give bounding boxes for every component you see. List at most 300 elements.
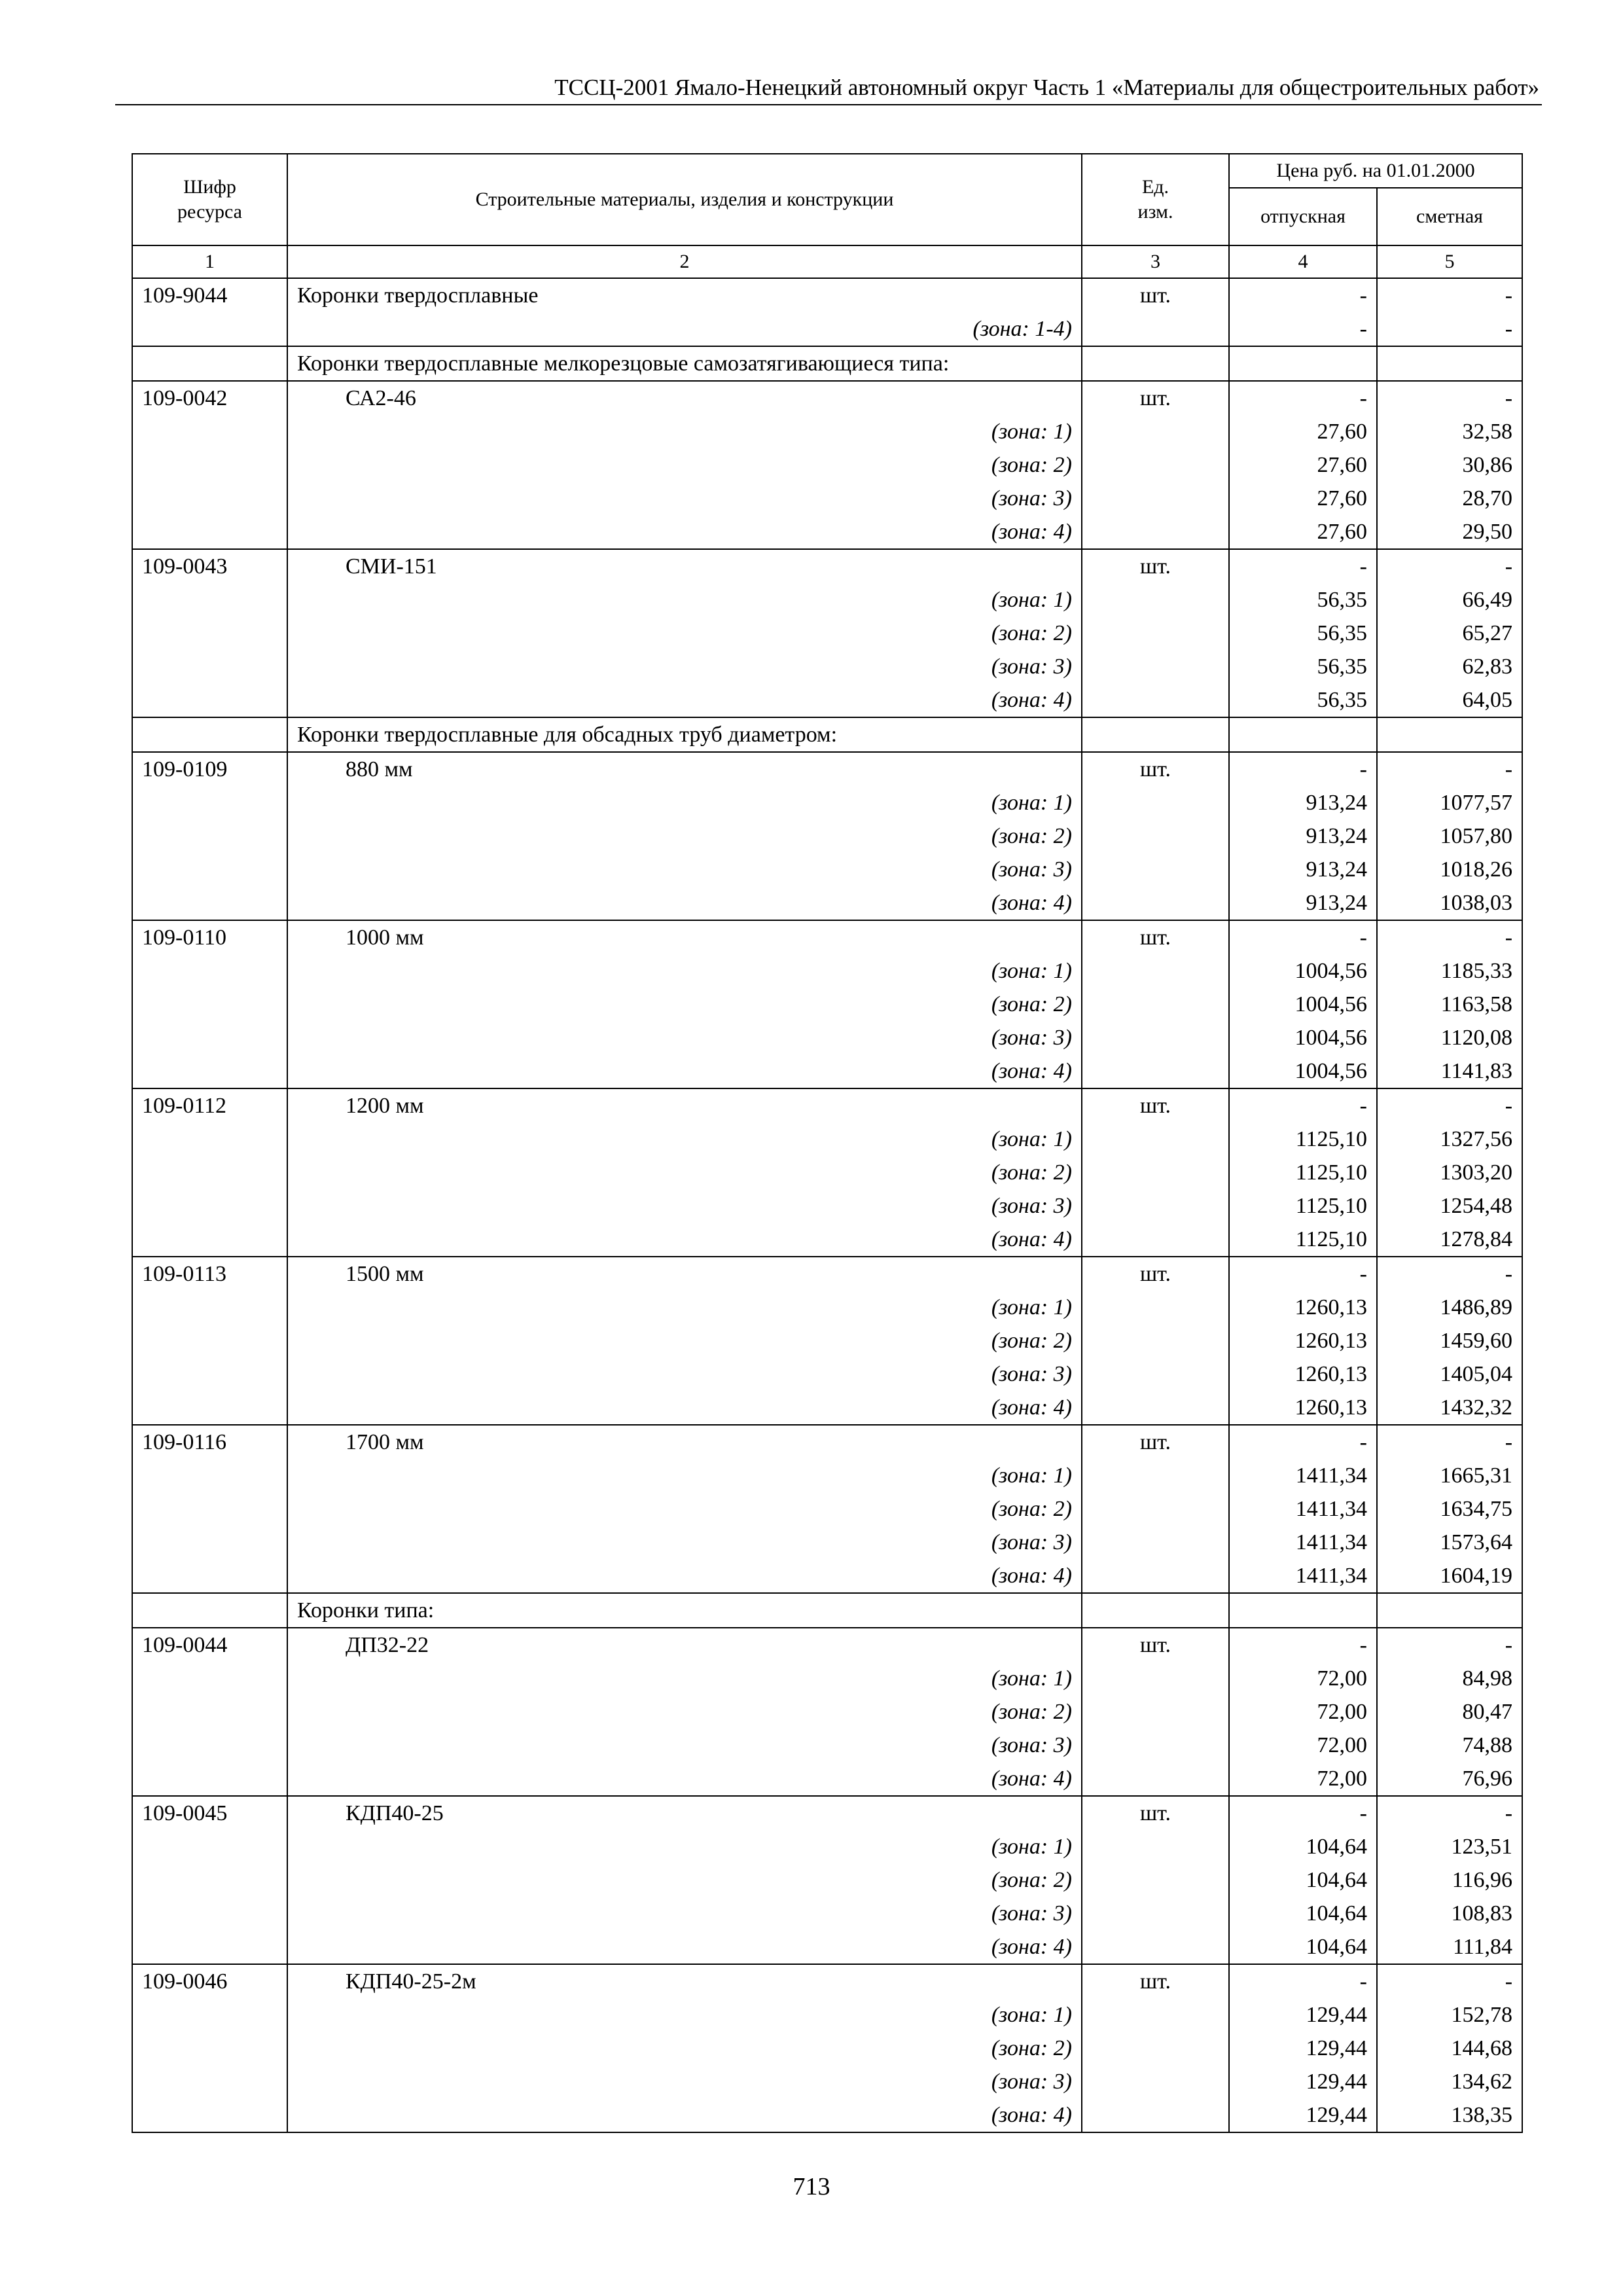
zone-label: (зона: 4)	[287, 1762, 1082, 1796]
unit-cell	[1082, 1324, 1229, 1357]
estimate-price: -	[1377, 1257, 1522, 1291]
code-cell	[132, 1729, 287, 1762]
zone-estimate-price: 1018,26	[1377, 853, 1522, 886]
zone-estimate-price: 1141,83	[1377, 1054, 1522, 1088]
resource-code: 109-0045	[132, 1796, 287, 1830]
zone-label: (зона: 4)	[287, 886, 1082, 920]
code-cell	[132, 786, 287, 819]
code-cell	[132, 1930, 287, 1964]
col-number-2: 2	[287, 245, 1082, 278]
zone-estimate-price: 1120,08	[1377, 1021, 1522, 1054]
unit-cell	[1082, 1998, 1229, 2032]
zone-row	[132, 988, 1522, 1021]
zone-release-price: 72,00	[1229, 1695, 1377, 1729]
code-cell	[132, 988, 287, 1021]
unit-cell	[1082, 2032, 1229, 2065]
zone-estimate-price: 1057,80	[1377, 819, 1522, 853]
resource-name: КДП40-25-2м	[287, 1964, 1082, 1998]
unit-cell	[1082, 1559, 1229, 1593]
estimate-price-cell	[1377, 1593, 1522, 1628]
zone-label: (зона: 3)	[287, 2065, 1082, 2098]
resource-code: 109-0042	[132, 381, 287, 415]
zone-release-price: 129,44	[1229, 2065, 1377, 2098]
zone-release-price: 56,35	[1229, 683, 1377, 717]
zone-estimate-price: 1327,56	[1377, 1122, 1522, 1156]
unit-cell	[1082, 819, 1229, 853]
unit-cell	[1082, 853, 1229, 886]
zone-row	[132, 617, 1522, 650]
unit-cell	[1082, 1830, 1229, 1863]
zone-row	[132, 1930, 1522, 1964]
resource-name: 1000 мм	[287, 920, 1082, 954]
zone-release-price: 1004,56	[1229, 1021, 1377, 1054]
estimate-price: -	[1377, 1088, 1522, 1122]
zone-release-price: 129,44	[1229, 1998, 1377, 2032]
resource-name: СА2-46	[287, 381, 1082, 415]
zone-estimate-price: 1634,75	[1377, 1492, 1522, 1526]
zone-estimate-price: 76,96	[1377, 1762, 1522, 1796]
zone-label: (зона: 2)	[287, 617, 1082, 650]
unit-cell	[1082, 1021, 1229, 1054]
resource-name: 1700 мм	[287, 1425, 1082, 1459]
zone-release-price: 129,44	[1229, 2098, 1377, 2132]
zone-label: (зона: 2)	[287, 819, 1082, 853]
zone-release-price: 913,24	[1229, 819, 1377, 853]
col-header-estimate: сметная	[1377, 188, 1522, 245]
code-cell	[132, 1291, 287, 1324]
release-price: -	[1229, 1257, 1377, 1291]
zone-release-price: 104,64	[1229, 1897, 1377, 1930]
zone-row	[132, 1863, 1522, 1897]
zone-label: (зона: 1)	[287, 1830, 1082, 1863]
zone-row	[132, 1291, 1522, 1324]
zone-label: (зона: 2)	[287, 1863, 1082, 1897]
zone-row	[132, 1122, 1522, 1156]
resource-code: 109-9044	[132, 278, 287, 312]
zone-row	[132, 415, 1522, 448]
zone-row	[132, 1156, 1522, 1189]
zone-release-price: 27,60	[1229, 415, 1377, 448]
zone-estimate-price: 134,62	[1377, 2065, 1522, 2098]
zone-row	[132, 515, 1522, 549]
estimate-price: -	[1377, 278, 1522, 312]
code-cell	[132, 1526, 287, 1559]
resource-row	[132, 1088, 1522, 1122]
zone-label: (зона: 1)	[287, 954, 1082, 988]
estimate-price-cell	[1377, 346, 1522, 381]
zone-label: (зона: 1)	[287, 415, 1082, 448]
section-heading: Коронки твердосплавные мелкорезцовые самозатягивающиеся типа:	[287, 346, 1082, 381]
unit-cell	[1082, 717, 1229, 752]
zone-label: (зона: 3)	[287, 482, 1082, 515]
zone-label: (зона: 2)	[287, 1695, 1082, 1729]
unit-cell	[1082, 1223, 1229, 1257]
unit-cell	[1082, 1762, 1229, 1796]
zone-estimate-price: 1665,31	[1377, 1459, 1522, 1492]
col-header-price-group: Цена руб. на 01.01.2000	[1229, 154, 1522, 188]
unit-of-measure: шт.	[1082, 381, 1229, 415]
zone-label: (зона: 2)	[287, 2032, 1082, 2065]
code-cell	[132, 1863, 287, 1897]
zone-estimate-price: 29,50	[1377, 515, 1522, 549]
unit-cell	[1082, 1122, 1229, 1156]
zone-estimate-price: 1573,64	[1377, 1526, 1522, 1559]
estimate-price: -	[1377, 920, 1522, 954]
zone-estimate-price: 108,83	[1377, 1897, 1522, 1930]
code-cell	[132, 1662, 287, 1695]
unit-cell	[1082, 1492, 1229, 1526]
zone-label: (зона: 4)	[287, 683, 1082, 717]
zone-row	[132, 2098, 1522, 2132]
zone-row	[132, 1054, 1522, 1088]
zone-row	[132, 786, 1522, 819]
zone-estimate-price: 32,58	[1377, 415, 1522, 448]
code-cell	[132, 954, 287, 988]
resource-row	[132, 381, 1522, 415]
zone-estimate-price: 62,83	[1377, 650, 1522, 683]
code-cell	[132, 583, 287, 617]
estimate-price: -	[1377, 1628, 1522, 1662]
zone-release-price: 1411,34	[1229, 1559, 1377, 1593]
resource-name: СМИ-151	[287, 549, 1082, 583]
code-cell	[132, 1593, 287, 1628]
code-cell	[132, 515, 287, 549]
estimate-price: -	[1377, 549, 1522, 583]
code-cell	[132, 1324, 287, 1357]
zone-estimate-price: 1185,33	[1377, 954, 1522, 988]
zone-row	[132, 1391, 1522, 1425]
zone-estimate-price: 1405,04	[1377, 1357, 1522, 1391]
zone-estimate-price: 116,96	[1377, 1863, 1522, 1897]
zone-row	[132, 482, 1522, 515]
zone-release-price: 27,60	[1229, 448, 1377, 482]
estimate-price: -	[1377, 1425, 1522, 1459]
zone-estimate-price: 1278,84	[1377, 1223, 1522, 1257]
zone-release-price: 1125,10	[1229, 1223, 1377, 1257]
zone-row	[132, 1729, 1522, 1762]
code-cell	[132, 312, 287, 346]
col-header-name: Строительные материалы, изделия и конструкции	[287, 154, 1082, 245]
zone-release-price: 56,35	[1229, 583, 1377, 617]
code-cell	[132, 2065, 287, 2098]
zone-label: (зона: 1)	[287, 1998, 1082, 2032]
section-heading-row	[132, 1593, 1522, 1628]
estimate-price: -	[1377, 1964, 1522, 1998]
zone-label: (зона: 3)	[287, 853, 1082, 886]
zone-row	[132, 1459, 1522, 1492]
col-number-5: 5	[1377, 245, 1522, 278]
resource-code: 109-0110	[132, 920, 287, 954]
unit-of-measure: шт.	[1082, 1257, 1229, 1291]
unit-of-measure: шт.	[1082, 1088, 1229, 1122]
zone-estimate-price: 123,51	[1377, 1830, 1522, 1863]
zone-row	[132, 2032, 1522, 2065]
code-cell	[132, 1459, 287, 1492]
resource-row	[132, 549, 1522, 583]
zone-estimate-price: 28,70	[1377, 482, 1522, 515]
zone-estimate-price: 1163,58	[1377, 988, 1522, 1021]
zone-label: (зона: 2)	[287, 1492, 1082, 1526]
code-cell	[132, 2032, 287, 2065]
release-price: -	[1229, 278, 1377, 312]
zone-release-price: 1260,13	[1229, 1324, 1377, 1357]
release-price-cell	[1229, 346, 1377, 381]
resource-code: 109-0044	[132, 1628, 287, 1662]
code-cell	[132, 650, 287, 683]
unit-cell	[1082, 346, 1229, 381]
zone-release-price: 72,00	[1229, 1729, 1377, 1762]
zone-release-price: 27,60	[1229, 482, 1377, 515]
zone-label: (зона: 4)	[287, 1559, 1082, 1593]
resource-code: 109-0043	[132, 549, 287, 583]
code-cell	[132, 1391, 287, 1425]
zone-label: (зона: 4)	[287, 1391, 1082, 1425]
unit-cell	[1082, 583, 1229, 617]
header-rule	[115, 104, 1542, 105]
unit-of-measure: шт.	[1082, 549, 1229, 583]
code-cell	[132, 1492, 287, 1526]
zone-release-price: 1260,13	[1229, 1391, 1377, 1425]
unit-cell	[1082, 1156, 1229, 1189]
release-price: -	[1229, 381, 1377, 415]
zone-row	[132, 1324, 1522, 1357]
zone-estimate-price: 1432,32	[1377, 1391, 1522, 1425]
code-cell	[132, 415, 287, 448]
unit-of-measure: шт.	[1082, 1425, 1229, 1459]
release-price: -	[1229, 920, 1377, 954]
unit-cell	[1082, 1695, 1229, 1729]
resource-name: КДП40-25	[287, 1796, 1082, 1830]
unit-of-measure: шт.	[1082, 1628, 1229, 1662]
unit-cell	[1082, 1526, 1229, 1559]
unit-cell	[1082, 988, 1229, 1021]
unit-cell	[1082, 1863, 1229, 1897]
zone-release-price: 72,00	[1229, 1762, 1377, 1796]
zone-release-price: 129,44	[1229, 2032, 1377, 2065]
zone-release-price: 1004,56	[1229, 1054, 1377, 1088]
unit-cell	[1082, 886, 1229, 920]
unit-cell	[1082, 617, 1229, 650]
zone-estimate-price: -	[1377, 312, 1522, 346]
zone-label: (зона: 3)	[287, 650, 1082, 683]
table-body	[132, 278, 1522, 2132]
resource-name: 1500 мм	[287, 1257, 1082, 1291]
zone-row	[132, 1830, 1522, 1863]
zone-row	[132, 683, 1522, 717]
unit-of-measure: шт.	[1082, 920, 1229, 954]
zone-estimate-price: 64,05	[1377, 683, 1522, 717]
code-cell	[132, 346, 287, 381]
zone-estimate-price: 84,98	[1377, 1662, 1522, 1695]
zone-estimate-price: 66,49	[1377, 583, 1522, 617]
zone-label: (зона: 1)	[287, 1122, 1082, 1156]
col-number-1: 1	[132, 245, 287, 278]
code-cell	[132, 2098, 287, 2132]
zone-estimate-price: 1038,03	[1377, 886, 1522, 920]
unit-cell	[1082, 786, 1229, 819]
code-cell	[132, 1762, 287, 1796]
resource-code: 109-0116	[132, 1425, 287, 1459]
zone-label: (зона: 3)	[287, 1729, 1082, 1762]
code-cell	[132, 1223, 287, 1257]
unit-cell	[1082, 1054, 1229, 1088]
zone-label: (зона: 1)	[287, 583, 1082, 617]
unit-cell	[1082, 1189, 1229, 1223]
zone-release-price: 1260,13	[1229, 1357, 1377, 1391]
code-cell	[132, 886, 287, 920]
resource-code: 109-0046	[132, 1964, 287, 1998]
unit-cell	[1082, 2098, 1229, 2132]
unit-cell	[1082, 1291, 1229, 1324]
release-price: -	[1229, 1088, 1377, 1122]
code-cell	[132, 1559, 287, 1593]
unit-cell	[1082, 1729, 1229, 1762]
zone-row	[132, 1526, 1522, 1559]
zone-row	[132, 583, 1522, 617]
code-cell	[132, 1189, 287, 1223]
code-cell	[132, 819, 287, 853]
unit-cell	[1082, 482, 1229, 515]
price-table	[132, 153, 1523, 2133]
zone-row	[132, 954, 1522, 988]
zone-release-price: 913,24	[1229, 853, 1377, 886]
zone-release-price: 1411,34	[1229, 1492, 1377, 1526]
zone-release-price: 104,64	[1229, 1863, 1377, 1897]
col-header-release: отпускная	[1229, 188, 1377, 245]
code-cell	[132, 1021, 287, 1054]
zone-release-price: 913,24	[1229, 786, 1377, 819]
zone-row	[132, 1695, 1522, 1729]
section-heading-row	[132, 717, 1522, 752]
zone-label: (зона: 2)	[287, 1156, 1082, 1189]
zone-release-price: 913,24	[1229, 886, 1377, 920]
zone-estimate-price: 1254,48	[1377, 1189, 1522, 1223]
code-cell	[132, 448, 287, 482]
resource-code: 109-0109	[132, 752, 287, 786]
unit-of-measure: шт.	[1082, 1796, 1229, 1830]
code-cell	[132, 1998, 287, 2032]
estimate-price: -	[1377, 752, 1522, 786]
unit-cell	[1082, 1459, 1229, 1492]
resource-code: 109-0113	[132, 1257, 287, 1291]
zone-label: (зона: 3)	[287, 1526, 1082, 1559]
code-cell	[132, 1122, 287, 1156]
unit-cell	[1082, 683, 1229, 717]
release-price: -	[1229, 549, 1377, 583]
code-cell	[132, 482, 287, 515]
zone-release-price: 1004,56	[1229, 954, 1377, 988]
resource-name: Коронки твердосплавные	[287, 278, 1082, 312]
resource-name: ДП32-22	[287, 1628, 1082, 1662]
zone-label: (зона: 1)	[287, 786, 1082, 819]
release-price: -	[1229, 1964, 1377, 1998]
resource-row	[132, 1425, 1522, 1459]
code-cell	[132, 853, 287, 886]
zone-estimate-price: 1459,60	[1377, 1324, 1522, 1357]
zone-label: (зона: 3)	[287, 1357, 1082, 1391]
zone-release-price: 104,64	[1229, 1930, 1377, 1964]
zone-row	[132, 2065, 1522, 2098]
resource-row	[132, 1796, 1522, 1830]
zone-row	[132, 1897, 1522, 1930]
release-price: -	[1229, 1796, 1377, 1830]
code-cell	[132, 1695, 287, 1729]
unit-cell	[1082, 650, 1229, 683]
code-cell	[132, 683, 287, 717]
zone-estimate-price: 1077,57	[1377, 786, 1522, 819]
unit-cell	[1082, 1357, 1229, 1391]
zone-release-price: 27,60	[1229, 515, 1377, 549]
release-price: -	[1229, 752, 1377, 786]
zone-row	[132, 819, 1522, 853]
release-price-cell	[1229, 717, 1377, 752]
col-header-code: Шифр ресурса	[132, 154, 287, 245]
code-cell	[132, 1357, 287, 1391]
col-header-unit: Ед. изм.	[1082, 154, 1229, 245]
zone-release-price: 1411,34	[1229, 1459, 1377, 1492]
zone-label: (зона: 4)	[287, 515, 1082, 549]
page-number: 713	[793, 2173, 830, 2200]
zone-label: (зона: 1)	[287, 1459, 1082, 1492]
resource-row	[132, 1964, 1522, 1998]
zone-row	[132, 853, 1522, 886]
zone-estimate-price: 74,88	[1377, 1729, 1522, 1762]
resource-row	[132, 278, 1522, 312]
resource-code: 109-0112	[132, 1088, 287, 1122]
zone-row	[132, 1492, 1522, 1526]
zone-release-price: 1125,10	[1229, 1156, 1377, 1189]
section-heading: Коронки твердосплавные для обсадных труб диаметром:	[287, 717, 1082, 752]
resource-name: 1200 мм	[287, 1088, 1082, 1122]
col-number-4: 4	[1229, 245, 1377, 278]
zone-label: (зона: 3)	[287, 1897, 1082, 1930]
zone-row	[132, 1357, 1522, 1391]
unit-cell	[1082, 448, 1229, 482]
resource-name: 880 мм	[287, 752, 1082, 786]
zone-release-price: 1004,56	[1229, 988, 1377, 1021]
code-cell	[132, 617, 287, 650]
zone-label: (зона: 2)	[287, 1324, 1082, 1357]
page-header: ТССЦ-2001 Ямало-Ненецкий автономный округ Часть 1 «Материалы для общестроительных работ»	[554, 75, 1539, 100]
unit-cell	[1082, 1930, 1229, 1964]
zone-estimate-price: 65,27	[1377, 617, 1522, 650]
release-price: -	[1229, 1425, 1377, 1459]
zone-row	[132, 448, 1522, 482]
zone-release-price: -	[1229, 312, 1377, 346]
unit-of-measure: шт.	[1082, 1964, 1229, 1998]
zone-label: (зона: 4)	[287, 1930, 1082, 1964]
zone-estimate-price: 144,68	[1377, 2032, 1522, 2065]
zone-release-price: 56,35	[1229, 617, 1377, 650]
zone-label: (зона: 1-4)	[287, 312, 1082, 346]
zone-release-price: 72,00	[1229, 1662, 1377, 1695]
unit-cell	[1082, 312, 1229, 346]
estimate-price: -	[1377, 381, 1522, 415]
zone-row	[132, 312, 1522, 346]
unit-cell	[1082, 1593, 1229, 1628]
release-price: -	[1229, 1628, 1377, 1662]
unit-cell	[1082, 1391, 1229, 1425]
release-price-cell	[1229, 1593, 1377, 1628]
zone-release-price: 56,35	[1229, 650, 1377, 683]
code-cell	[132, 1830, 287, 1863]
zone-row	[132, 886, 1522, 920]
zone-estimate-price: 1303,20	[1377, 1156, 1522, 1189]
zone-label: (зона: 1)	[287, 1291, 1082, 1324]
zone-label: (зона: 1)	[287, 1662, 1082, 1695]
zone-estimate-price: 1604,19	[1377, 1559, 1522, 1593]
code-cell	[132, 1054, 287, 1088]
